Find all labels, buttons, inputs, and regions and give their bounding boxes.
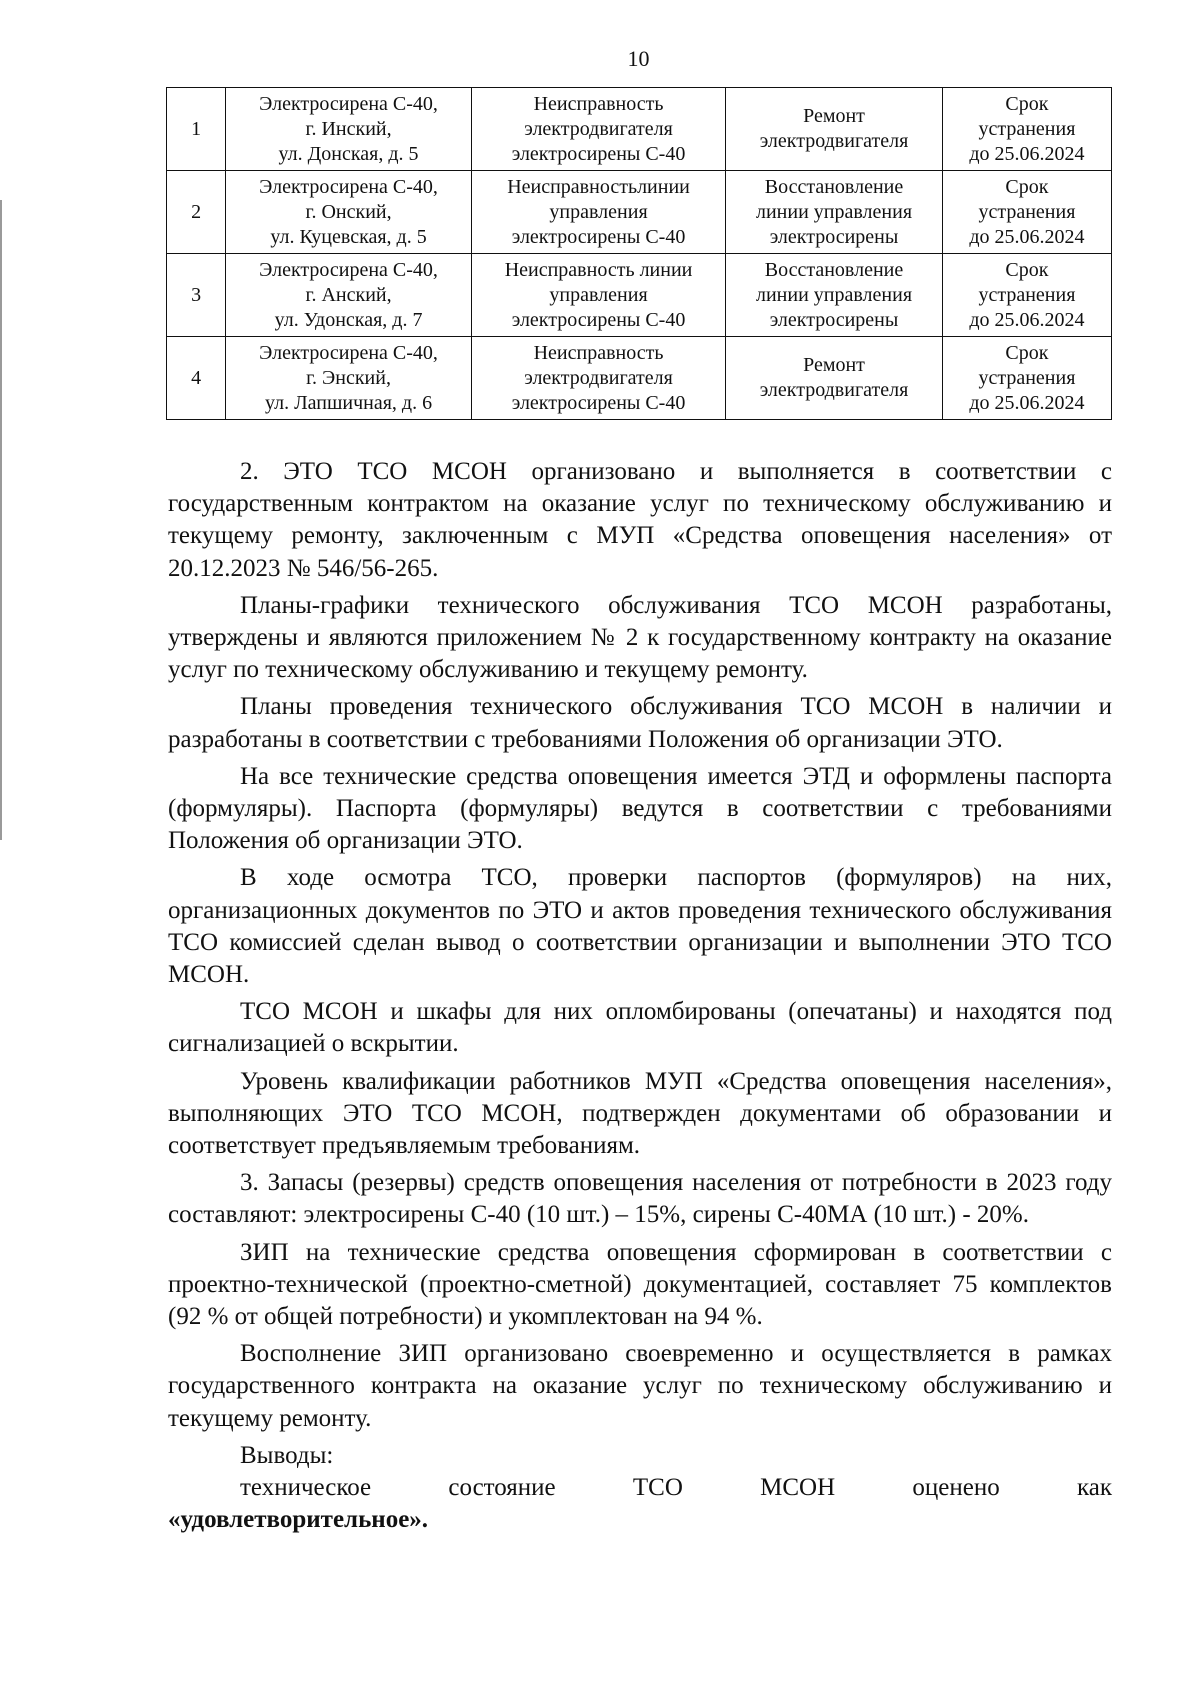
cell-line: электродвигателя: [759, 379, 909, 401]
cell-line: Электросирена С-40,: [259, 175, 438, 198]
table-row: [167, 254, 1112, 337]
paragraph-maintenance-schedules: Планы-графики технического обслуживания ТСО МСОН разработаны, утверждены и являются приложением № 2 к государственному контракту на оказание услуг по техническому обслуживанию и текущему ремонту.: [168, 591, 1112, 684]
cell-line: г. Онский,: [305, 200, 392, 223]
cell-line: устранения: [978, 200, 1076, 223]
cell-line: Восстановление: [764, 175, 904, 198]
cell-line: Ремонт: [803, 354, 865, 376]
cell-line: линии управления: [756, 283, 913, 306]
conclusions-text: техническое состояние ТСО МСОН оценено как: [240, 1474, 1112, 1502]
cell-line: Неисправность линии: [504, 258, 693, 281]
paragraph-inspection-results: В ходе осмотра ТСО, проверки паспортов (формуляров) на них, организационных документов по ЭТО и актов проведения технического обслуживания ТСО комиссией сделан вывод о соответствии организации и выполнении ЭТО ТСО МСОН.: [168, 864, 1112, 989]
cell-measure: [726, 254, 943, 337]
table-row: [167, 337, 1112, 420]
cell-line: Электросирена С-40,: [259, 341, 438, 364]
cell-line: электросирены: [769, 308, 899, 331]
cell-object: [226, 171, 472, 254]
cell-object: [226, 337, 472, 420]
cell-line: электродвигателя: [759, 130, 909, 152]
cell-line: ул. Лапшичная, д. 6: [264, 391, 433, 414]
table-row: [167, 171, 1112, 254]
cell-line: Ремонт: [803, 105, 865, 127]
cell-line: Неисправность: [533, 92, 664, 115]
cell-line: устранения: [978, 366, 1076, 389]
cell-object: [226, 88, 472, 171]
paragraph-maintenance-plans: Планы проведения технического обслуживания ТСО МСОН в наличии и разработаны в соответствии с требованиями Положения об организации ЭТО.: [168, 693, 1112, 753]
cell-number: 4: [167, 337, 226, 420]
cell-line: до 25.06.2024: [969, 308, 1085, 331]
cell-fault: [471, 171, 725, 254]
cell-line: ул. Удонская, д. 7: [274, 308, 423, 331]
cell-measure: [726, 88, 943, 171]
cell-line: линии управления: [756, 200, 913, 223]
cell-line: электросирены С-40: [511, 225, 686, 248]
cell-line: устранения: [978, 117, 1076, 140]
cell-number: 1: [167, 88, 226, 171]
cell-number: 3: [167, 254, 226, 337]
cell-term: [942, 171, 1111, 254]
cell-measure: [726, 171, 943, 254]
cell-line: электросирены С-40: [511, 391, 686, 414]
conclusions-heading: Выводы:: [240, 1441, 334, 1469]
cell-line: Срок: [1005, 341, 1049, 364]
paragraph-reserves: 3. Запасы (резервы) средств оповещения населения от потребности в 2023 году составляют: электросирены С-40 (10 шт.) – 15%, сирены С-40МА (10 шт.) - 20%.: [168, 1169, 1112, 1229]
cell-fault: [471, 337, 725, 420]
cell-line: Срок: [1005, 92, 1049, 115]
cell-line: электросирены С-40: [511, 142, 686, 165]
cell-line: электросирены С-40: [511, 308, 686, 331]
cell-line: г. Энский,: [306, 366, 391, 389]
cell-line: ул. Донская, д. 5: [278, 142, 419, 165]
conclusions-rating: «удовлетворительное».: [168, 1506, 429, 1534]
scan-edge-line: [0, 200, 2, 840]
table-row: [167, 88, 1112, 171]
cell-line: г. Анский,: [305, 283, 392, 306]
cell-line: управления: [549, 200, 648, 223]
cell-measure: [726, 337, 943, 420]
cell-object: [226, 254, 472, 337]
cell-line: г. Инский,: [305, 117, 392, 140]
cell-line: Срок: [1005, 258, 1049, 281]
cell-line: ул. Куцевская, д. 5: [270, 225, 427, 248]
cell-number: 2: [167, 171, 226, 254]
cell-line: Электросирена С-40,: [259, 258, 438, 281]
document-body: [168, 456, 1112, 1537]
cell-line: до 25.06.2024: [969, 391, 1085, 414]
cell-line: электродвигателя: [524, 366, 673, 389]
cell-line: Неисправностьлинии: [507, 175, 690, 198]
paragraph-spare-parts: ЗИП на технические средства оповещения сформирован в соответствии с проектно-технической (проектно-сметной) документацией, составляет 75 комплектов (92 % от общей потребности) и укомплектован на 94 %.: [168, 1238, 1112, 1331]
page-number: 10: [627, 46, 650, 71]
paragraph-sealing: ТСО МСОН и шкафы для них опломбированы (опечатаны) и находятся под сигнализацией о вскрытии.: [168, 998, 1112, 1058]
cell-line: электросирены: [769, 225, 899, 248]
cell-fault: [471, 88, 725, 171]
defects-table-body: [167, 88, 1112, 420]
cell-line: устранения: [978, 283, 1076, 306]
cell-line: до 25.06.2024: [969, 142, 1085, 165]
cell-term: [942, 254, 1111, 337]
cell-line: до 25.06.2024: [969, 225, 1085, 248]
cell-line: электродвигателя: [524, 117, 673, 140]
cell-line: Срок: [1005, 175, 1049, 198]
paragraph-documentation: На все технические средства оповещения имеется ЭТД и оформлены паспорта (формуляры). Паспорта (формуляры) ведутся в соответствии с требованиями Положения об организации ЭТО.: [168, 762, 1112, 855]
paragraph-spare-parts-replenishment: Восполнение ЗИП организовано своевременно и осуществляется в рамках государственного контракта на оказание услуг по техническому обслуживанию и текущему ремонту.: [168, 1340, 1112, 1432]
paragraph-staff-qualification: Уровень квалификации работников МУП «Средства оповещения населения», выполняющих ЭТО ТСО МСОН, подтвержден документами об образовании и соответствует предъявляемым требованиям.: [168, 1067, 1112, 1160]
cell-line: Неисправность: [533, 341, 664, 364]
cell-line: управления: [549, 283, 648, 306]
cell-line: Восстановление: [764, 258, 904, 281]
cell-term: [942, 88, 1111, 171]
defects-table: [166, 87, 1112, 420]
cell-fault: [471, 254, 725, 337]
cell-term: [942, 337, 1111, 420]
cell-line: Электросирена С-40,: [259, 92, 438, 115]
paragraph-maintenance-contract: 2. ЭТО ТСО МСОН организовано и выполняется в соответствии с государственным контрактом на оказание услуг по техническому обслуживанию и текущему ремонту, заключенным с МУП «Средства оповещения населения» от 20.12.2023 № 546/56-265.: [168, 458, 1112, 582]
